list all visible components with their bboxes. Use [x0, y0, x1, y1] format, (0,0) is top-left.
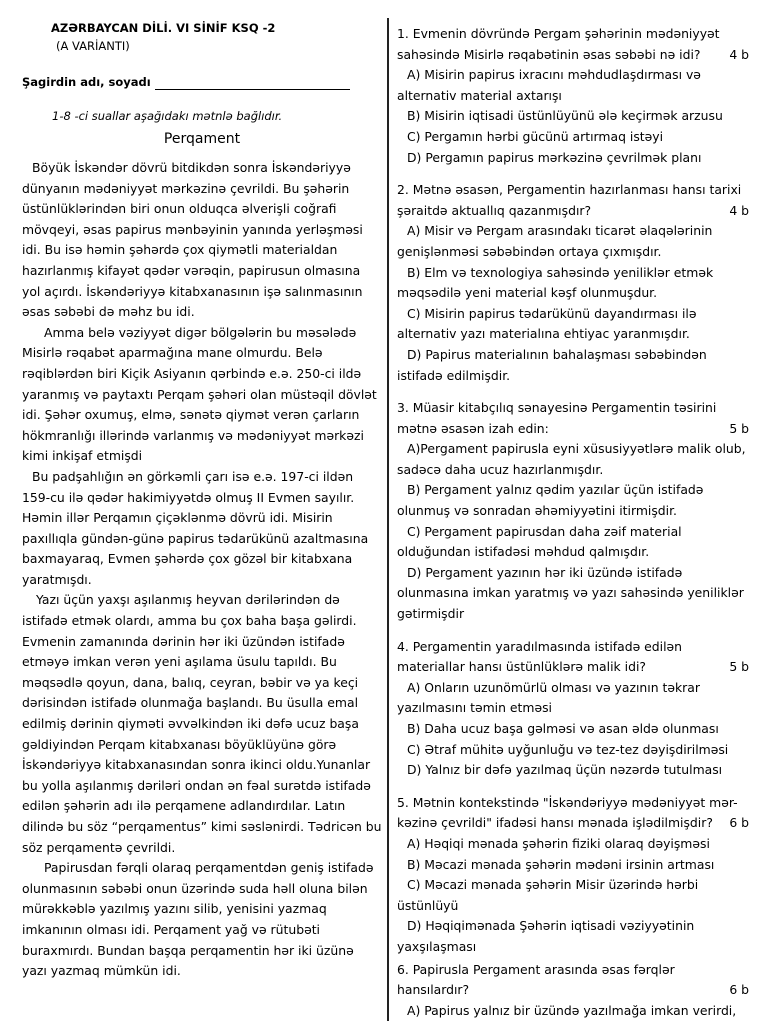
answer-option[interactable]: D) Həqiqimənada Şəhərin iqtisadi vəziyyətinin yaxşılaşması: [397, 918, 695, 954]
question-stem: 6. Papirusla Pergament arasında əsas fərqlər hansılardır? 6 b: [397, 960, 749, 1001]
question-5: [397, 793, 749, 958]
question-stem: 1. Evmenin dövründə Pergam şəhərinin mədəniyyət sahəsində Misirlə rəqabətinin əsas səbəbi nə idi? 4 b: [397, 24, 749, 65]
answer-option[interactable]: D) Yalnız bir dəfə yazılmaq üçün nəzərdə tutulması: [407, 762, 723, 778]
answer-option[interactable]: B) Pergament yalnız qədim yazılar üçün istifadə olunmuş və sonradan əhəmiyyətini itirmişdir.: [397, 482, 704, 519]
question-3: [397, 398, 749, 625]
answer-option[interactable]: A) Papirus yalnız bir üzündə yazılmağa imkan verirdi,: [407, 1002, 737, 1018]
answer-option[interactable]: C) Ətraf mühitə uyğunluğu və tez-tez dəyişdirilməsi: [407, 741, 729, 757]
question-stem: 4. Pergamentin yaradılmasında istifadə edilən materiallar hansı üstünlüklərə malik idi? 5 b: [397, 637, 749, 678]
question-stem: 3. Müasir kitabçılıq sənayesinə Pergamentin təsirini mətnə əsasən izah edin: 5 b: [397, 398, 749, 439]
answer-option[interactable]: A) Misir və Pergam arasındakı ticarət əlaqələrinin genişlənməsi səbəbindən ortaya çıxmışdır.: [397, 223, 713, 259]
answer-option[interactable]: D) Pergament yazının hər iki üzündə istifadə olunmasına imkan yaratmış və yazı sahəsində yeniliklər gətirmişdir: [397, 564, 744, 622]
exam-title: AZƏRBAYCAN DİLİ. VI SİNİF KSQ -2: [51, 21, 276, 35]
answer-option[interactable]: C) Pergament papirusdan daha zəif material olduğundan istifadəsi məhdud qalmışdır.: [397, 523, 682, 560]
question-2: [397, 180, 749, 386]
right-column: [397, 24, 749, 1033]
passage-paragraph: Yazı üçün yaxşı aşılanmış heyvan dərilərindən də istifadə etmək olardı, amma bu çox baha başa gəlirdi. Evmenin zamanında dərinin hər iki üzündən istifadə etməyə imkan verən yeni aşılama üsulu tapıldı. Bu məqsədlə qoyun, dana, balıq, ceyran, bəbir və ya keçi dərisindən istifadə olunmağa başlandı. Bu üsulla emal edilmiş dərinin qiyməti əvvəlkindən iki dəfə ucuz başa gəldiyindən Perqam kitabxanası böyüklüyünə görə İskəndəriyyə kitabxanasından sonra ikinci oldu.Yunanlar bu yolla aşılanmış dəriləri ondan ən fəal surətdə istifadə edilən şəhərin adı ilə perqamene adlandırdılar. Latın dilində bu söz “perqamentus” kimi səslənirdi. Tədricən bu söz perqamentə çevrildi.: [22, 592, 382, 855]
instruction-note: 1-8 -ci suallar aşağıdakı mətnlə bağlıdır.: [52, 109, 283, 123]
answer-option[interactable]: D) Papirus materialının bahalaşması səbəbindən istifadə edilmişdir.: [397, 346, 707, 383]
left-column: [22, 20, 382, 982]
question-1: [397, 24, 749, 168]
answer-option[interactable]: C) Misirin papirus tədarükünü dayandırması ilə alternativ yazı materialına ehtiyac yaranmışdır.: [397, 305, 697, 342]
answer-option[interactable]: A)Pergament papirusla eyni xüsusiyyətlərə malik olub, sadəcə daha ucuz hazırlanmışdır.: [397, 441, 746, 477]
student-name-row: [22, 74, 382, 90]
answer-option[interactable]: D) Pergamın papirus mərkəzinə çevrilmək planı: [407, 149, 702, 165]
points-label: 4 b: [729, 46, 749, 62]
points-label: 5 b: [729, 659, 749, 675]
passage-text: [22, 158, 382, 982]
question-stem: 2. Mətnə əsasən, Pergamentin hazırlanması hansı tarixi şəraitdə aktuallıq qazanmışdır? 4 b: [397, 180, 749, 221]
points-label: 6 b: [729, 982, 749, 998]
student-name-label: Şagirdin adı, soyadı: [22, 75, 151, 89]
answer-option[interactable]: A) Misirin papirus ixracını məhdudlaşdırması və alternativ material axtarışı: [397, 67, 701, 103]
passage-paragraph: Amma belə vəziyyət digər bölgələrin bu məsələdə Misirlə rəqabət aparmağına mane olmurdu. Belə rəqiblərdən biri Kiçik Asiyanın qərbində e.ə. 250-ci ildə yaranmış və paytaxtı Perqam şəhəri olan müstəqil dövlət idi. Şəhər oxumuş, elmə, sənətə qiymət verən çarların hökmranlığı illərində varlanmış və mədəniyyət mərkəzi kimi inkişaf etmişdi: [22, 324, 377, 464]
answer-option[interactable]: B) Elm və texnologiya sahəsində yeniliklər etmək məqsədilə yeni material kəşf olunmuşdur.: [397, 264, 714, 301]
passage-title: Perqament: [163, 131, 241, 147]
question-6: [397, 960, 749, 1022]
answer-option[interactable]: B) Misirin iqtisadi üstünlüyünü ələ keçirmək arzusu: [407, 108, 723, 124]
passage-paragraph: Bu padşahlığın ən görkəmli çarı isə e.ə. 197-ci ildən 159-cu ilə qədər hakimiyyətdə olmuş II Evmen sayılır. Həmin illər Perqamın çiçəklənmə dövrü idi. Misirin paxıllıqla gündən-günə papirus tədarükünü azaltmasına baxmayaraq, Evmen şəhərdə çox gözəl bir kitabxana yaratmışdı.: [22, 468, 369, 587]
answer-option[interactable]: A) Həqiqi mənada şəhərin fiziki olaraq dəyişməsi: [407, 835, 710, 851]
answer-option[interactable]: C) Pergamın hərbi gücünü artırmaq istəyi: [407, 128, 664, 144]
points-label: 4 b: [729, 202, 749, 218]
passage-paragraph: Böyük İskəndər dövrü bitdikdən sonra İskəndəriyyə dünyanın mədəniyyət mərkəzinə çevrildi. Bu şəhərin üstünlüklərindən biri onun olduqca əlverişli coğrafi mövqeyi, əsas papirus mənbəyinin yanında yerləşməsi idi. Bu isə həmin şəhərdə çox qiymətli materialdan hazırlanmış kifayət qədər vərəqin, papirusun olmasına yol açırdı. İskəndəriyyə kitabxanasının işə salınmasının əsas səbəbi də məhz bu idi.: [22, 160, 363, 320]
passage-paragraph: Papirusdan fərqli olaraq perqamentdən geniş istifadə olunmasının səbəbi onun üzərində suda həll oluna bilən mürəkkəblə yazılmış yazını silib, yenisini yazmaq imkanının olması idi. Perqament yağ və rütubəti buraxmırdı. Bundan başqa perqamentin hər iki üzünə yazı yazmaq mümkün idi.: [22, 860, 374, 979]
answer-option[interactable]: C) Məcazi mənada şəhərin Misir üzərində hərbi üstünlüyü: [397, 877, 699, 913]
question-4: [397, 637, 749, 781]
answer-option[interactable]: A) Onların uzunömürlü olması və yazının təkrar yazılmasını təmin etməsi: [397, 679, 700, 716]
exam-variant: (A VARİANTI): [56, 39, 130, 53]
student-name-line[interactable]: [155, 77, 350, 90]
points-label: 5 b: [729, 420, 749, 436]
question-stem: 5. Mətnin kontekstində "İskəndəriyyə mədəniyyət mər-kəzinə çevrildi" ifadəsi hansı mənada işlədilmişdir? 6 b: [397, 793, 749, 834]
answer-option[interactable]: B) Məcazi mənada şəhərin mədəni irsinin artması: [407, 856, 715, 872]
column-divider: [387, 18, 389, 1021]
points-label: 6 b: [729, 815, 749, 831]
answer-option[interactable]: B) Daha ucuz başa gəlməsi və asan əldə olunması: [407, 721, 719, 736]
